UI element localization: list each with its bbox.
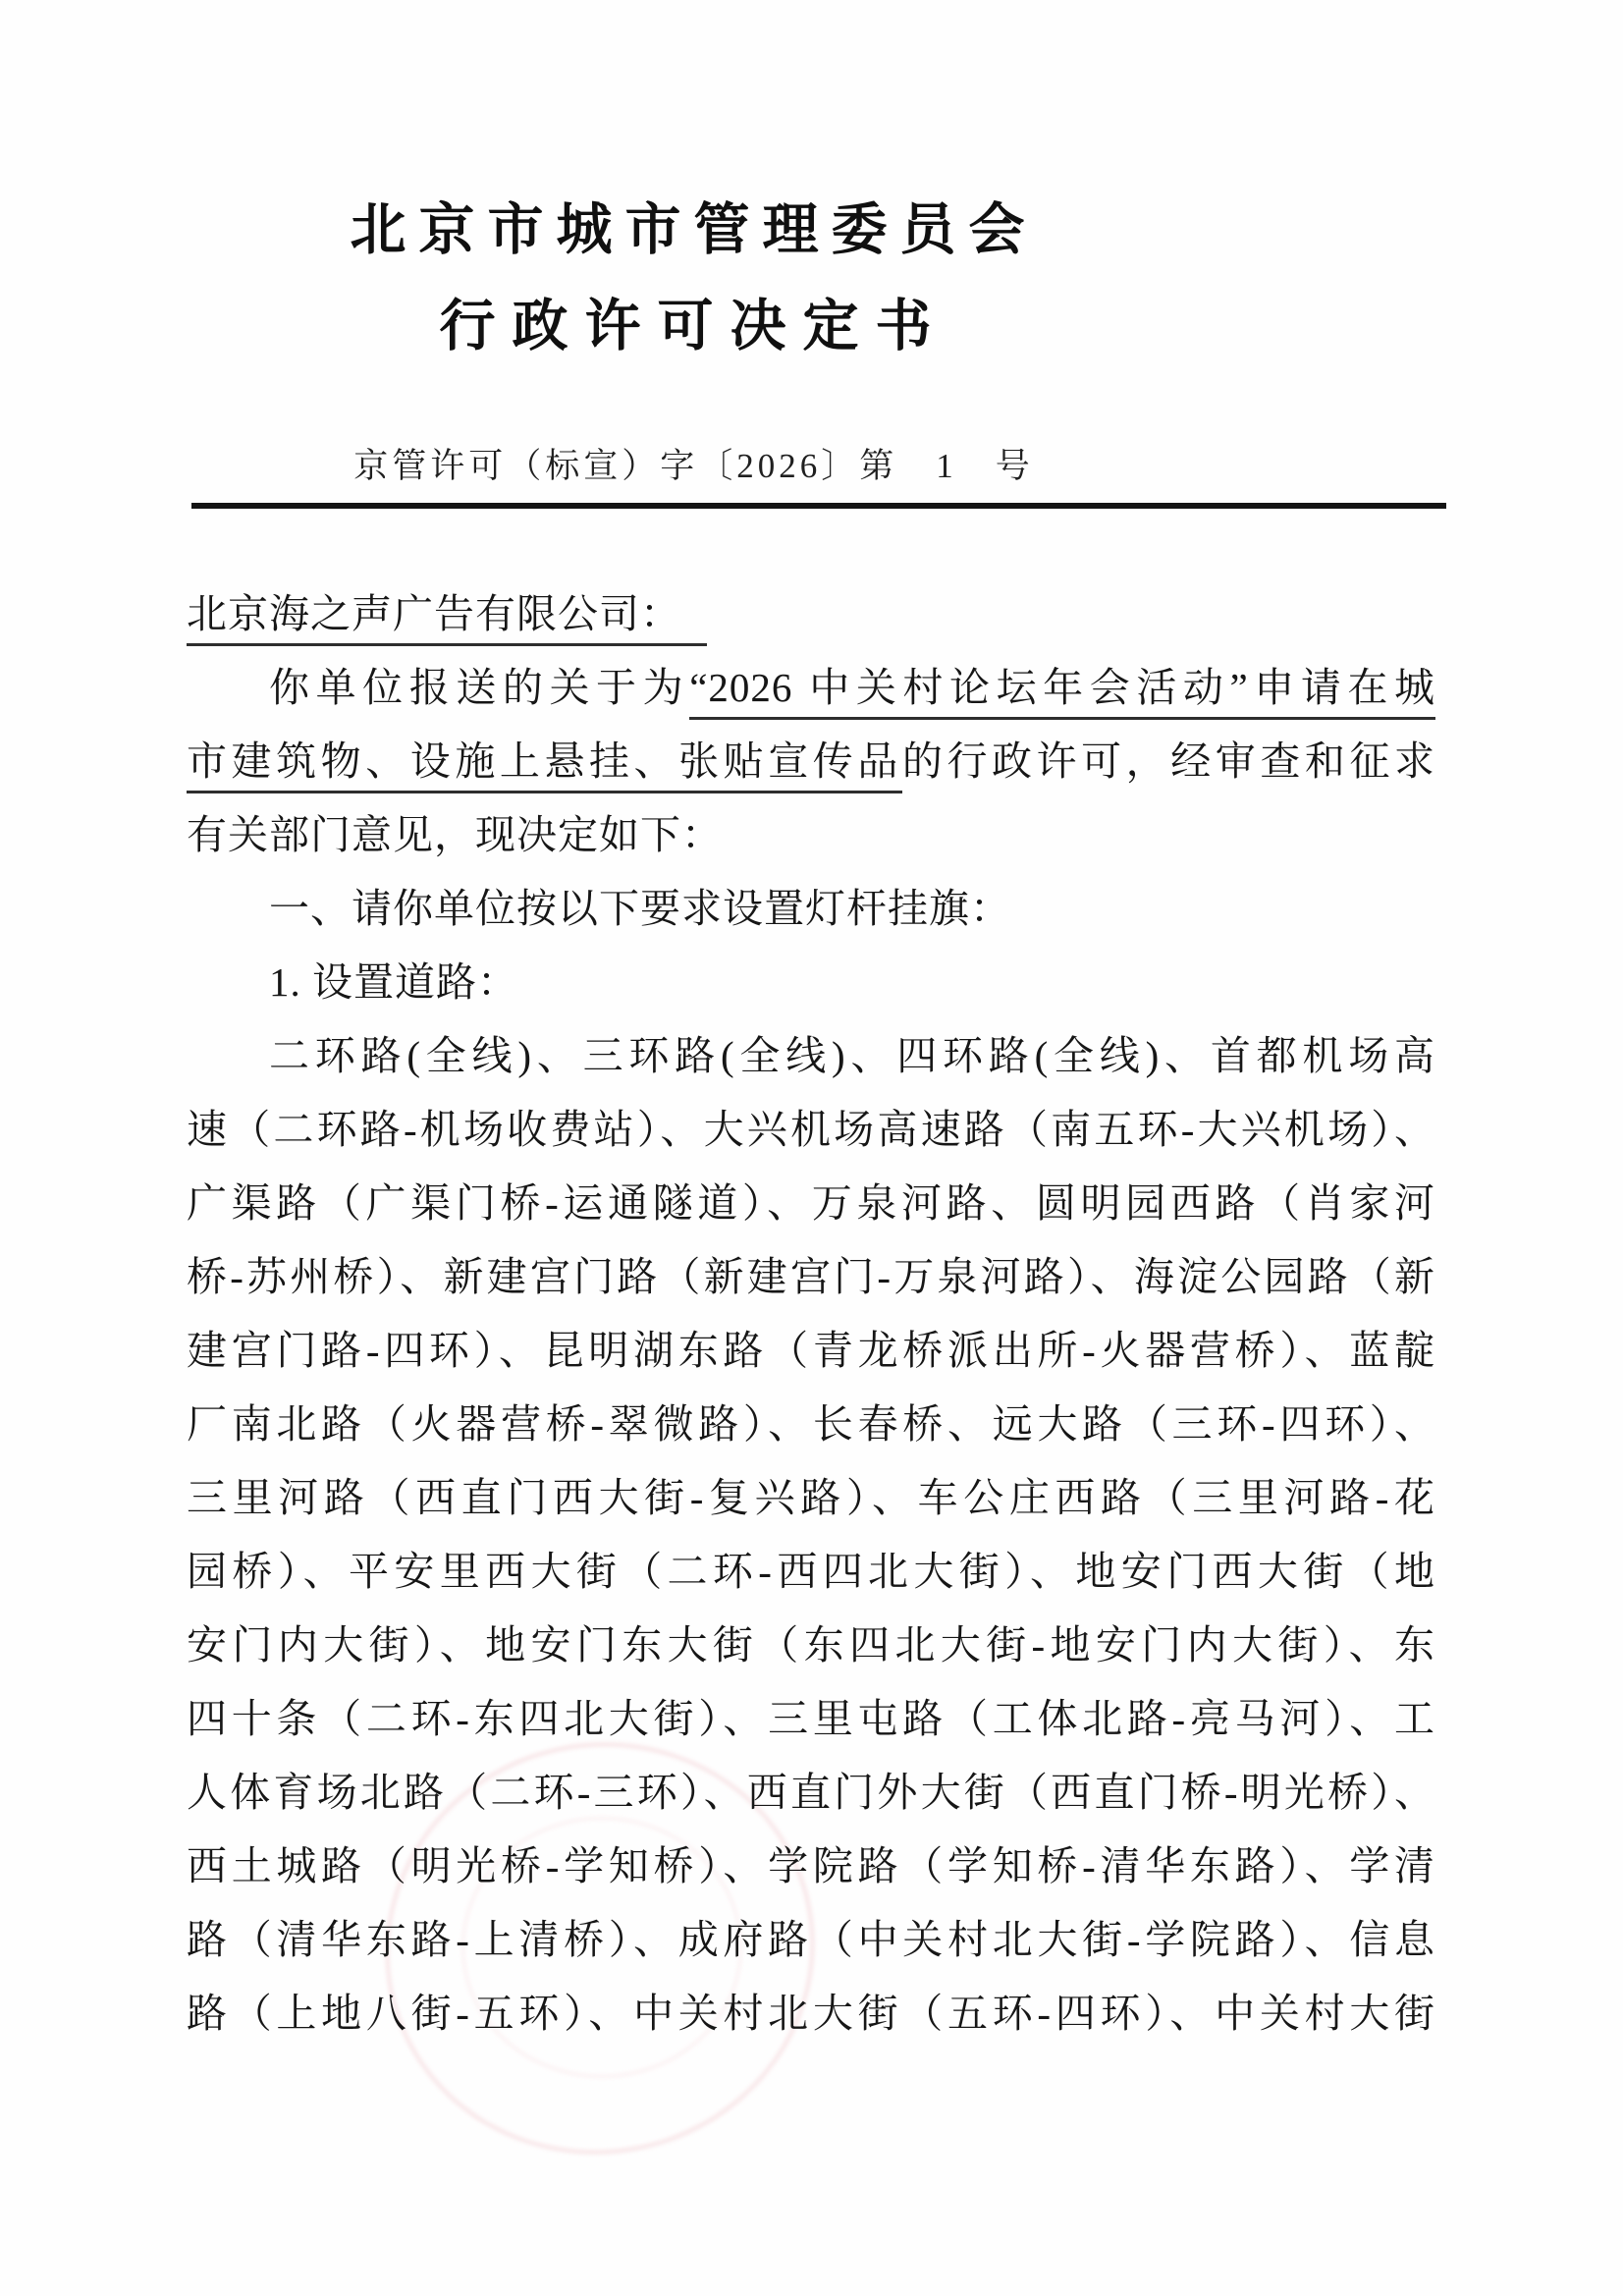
text-segment: 路（清华东路-上清桥）、成府路（中关村北大街-学院路）、信息 <box>187 1917 1435 1962</box>
document-title-line1: 北京市城市管理委员会 <box>350 199 1038 261</box>
text-line <box>187 1461 1435 1535</box>
text-line <box>187 651 1435 725</box>
text-segment: 桥-苏州桥）、新建宫门路（新建宫门-万泉河路）、海淀公园路（新 <box>187 1254 1435 1299</box>
text-line <box>187 1535 1435 1609</box>
text-segment: 你单位报送的关于为 <box>269 665 690 710</box>
underlined-text-segment: 市建筑物、设施上悬挂、张贴宣传品 <box>187 738 902 793</box>
text-line <box>187 1830 1435 1903</box>
text-segment: 人体育场北路（二环-三环）、西直门外大街（西直门桥-明光桥）、 <box>187 1770 1435 1815</box>
text-line <box>187 1756 1435 1830</box>
text-segment: 安门内大街）、地安门东大街（东四北大街-地安门内大街）、东 <box>187 1622 1435 1667</box>
text-line <box>187 1609 1435 1682</box>
text-segment: 二环路(全线)、三环路(全线)、四环路(全线)、首都机场高 <box>269 1033 1435 1078</box>
text-line <box>187 872 1435 946</box>
text-segment: 一、请你单位按以下要求设置灯杆挂旗： <box>269 886 1011 931</box>
document-title-line2: 行政许可决定书 <box>439 295 948 357</box>
text-line <box>187 1019 1435 1093</box>
document-header <box>0 201 1505 488</box>
text-line <box>187 1977 1435 2050</box>
underlined-text-segment: 北京海之声广告有限公司： <box>187 591 707 646</box>
text-line <box>187 1167 1435 1240</box>
text-line <box>187 946 1435 1019</box>
text-line <box>187 1903 1435 1977</box>
text-segment: 四十条（二环-东四北大街）、三里屯路（工体北路-亮马河）、工 <box>187 1696 1435 1741</box>
text-segment: 园桥）、平安里西大街（二环-西四北大街）、地安门西大街（地 <box>187 1549 1435 1594</box>
document-number: 京管许可（标宣）字〔2026〕第 1 号 <box>353 446 1034 485</box>
text-segment: 路（上地八街-五环）、中关村北大街（五环-四环）、中关村大街 <box>187 1991 1435 2036</box>
header-divider-rule <box>191 503 1446 509</box>
underlined-text-segment: “2026 中关村论坛年会活动”申请在城 <box>689 665 1435 720</box>
text-line <box>187 725 1435 798</box>
text-line <box>187 1682 1435 1756</box>
text-segment: 有关部门意见，现决定如下： <box>187 812 723 857</box>
text-segment: 广渠路（广渠门桥-运通隧道）、万泉河路、圆明园西路（肖家河 <box>187 1180 1435 1226</box>
text-segment: 西土城路（明光桥-学知桥）、学院路（学知桥-清华东路）、学清 <box>187 1843 1435 1888</box>
text-line <box>187 798 1435 872</box>
text-line <box>187 1240 1435 1314</box>
text-segment: 1. 设置道路： <box>269 959 518 1005</box>
text-line <box>187 577 1435 651</box>
text-segment: 建宫门路-四环）、昆明湖东路（青龙桥派出所-火器营桥）、蓝靛 <box>187 1328 1435 1373</box>
text-line <box>187 1093 1435 1167</box>
text-line <box>187 1314 1435 1388</box>
text-line <box>187 1388 1435 1461</box>
document-body <box>187 577 1435 2050</box>
text-segment: 速（二环路-机场收费站）、大兴机场高速路（南五环-大兴机场）、 <box>187 1107 1435 1152</box>
text-segment: 三里河路（西直门西大街-复兴路）、车公庄西路（三里河路-花 <box>187 1475 1435 1520</box>
text-segment: 的行政许可，经审查和征求 <box>901 738 1436 784</box>
text-segment: 厂南北路（火器营桥-翠微路）、长春桥、远大路（三环-四环）、 <box>187 1401 1435 1447</box>
